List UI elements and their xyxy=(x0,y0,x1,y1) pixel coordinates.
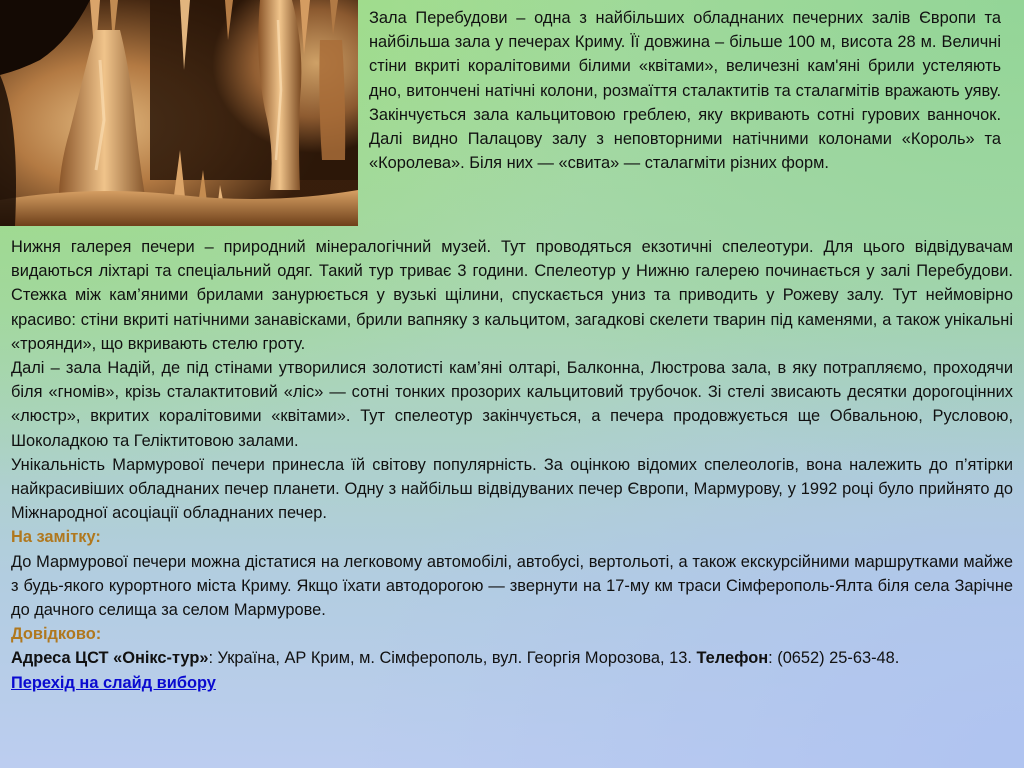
main-text xyxy=(11,235,1013,695)
intro-paragraph: Зала Перебудови – одна з найбільших обладнаних печерних залів Європи та найбільша зала у печерах Криму. Її довжина – більше 100 м, висота 28 м. Величні стіни вкриті коралітовими білими «квітами», величезні кам'яні брили устеляють дно, витончені натічні колони, розмаїття сталактитів та сталагмітів вражають уяву. Закінчується зала кальцитовою греблею, яку вкривають сотні гурових ванночок. Далі видно Палацову залу з неповторними натічними колонами «Король» та «Королева». Біля них — «свита» — сталагміти різних форм. xyxy=(369,9,1001,173)
paragraph-lower-gallery: Нижня галерея печери – природний мінералогічний музей. Тут проводяться екзотичні спелеотури. Для цього відвідувачам видаються ліхтарі та спеціальний одяг. Такий тур триває 3 години. Спелеотур у Нижню галерею починається у залі Перебудови. Стежка між кам’яними брилами занурюється у вузькі щілини, спускається униз та приводить у Рожеву залу. Тут неймовірно красиво: стіни вкриті натічними занавісками, брили вапняку з кальцитом, загадкові скелети тварин під каменями, а також унікальні «троянди», що вкривають стелю гроту. xyxy=(11,238,1013,353)
reference-address xyxy=(11,646,1013,670)
paragraph-hope-hall: Далі – зала Надій, де під стінами утворилися золотисті кам’яні олтарі, Балконна, Люстрова зала, в яку потрапляємо, проходячи біля «гномів», крізь сталактитовий «ліс» — сотні тонких прозорих кальцитовий трубочок. Зі стелі звисають десятки дорогоцінних «люстр», вкритих коралітовими «квітами». Тут спелеотур закінчується, а печера продовжується ще Обвальною, Русловою, Шоколадкою та Геліктитовою залами. xyxy=(11,359,1013,450)
phone-value: : (0652) 25-63-48. xyxy=(768,649,900,668)
phone-label: Телефон xyxy=(696,649,769,668)
address-value: : Україна, АР Крим, м. Сімферополь, вул. Георгія Морозова, 13. xyxy=(208,649,692,668)
reference-heading: Довідково: xyxy=(11,625,102,644)
paragraph-uniqueness: Унікальність Мармурової печери принесла їй світову популярність. За оцінкою відомих спелеологів, вона належить до п’ятірки найкрасивіших обладнаних печер планети. Одну з найбільш відвідуваних печер Європи, Мармурову, у 1992 році було прийнято до Міжнародної асоціації обладнаних печер. xyxy=(11,455,1013,523)
back-to-selection-link[interactable]: Перехід на слайд вибору xyxy=(11,673,216,692)
cave-photo xyxy=(0,0,358,226)
note-text: До Мармурової печери можна дістатися на легковому автомобілі, автобусі, вертольоті, а також екскурсійними маршрутками майже з будь-якого курортного міста Криму. Якщо їхати автодорогою — звернути на 17-му км траси Сімферополь-Ялта біля села Зарічне до дачного селища за селом Мармурове. xyxy=(11,552,1013,620)
note-heading: На замітку: xyxy=(11,528,101,547)
address-label: Адреса ЦСТ «Онікс-тур» xyxy=(11,649,209,668)
